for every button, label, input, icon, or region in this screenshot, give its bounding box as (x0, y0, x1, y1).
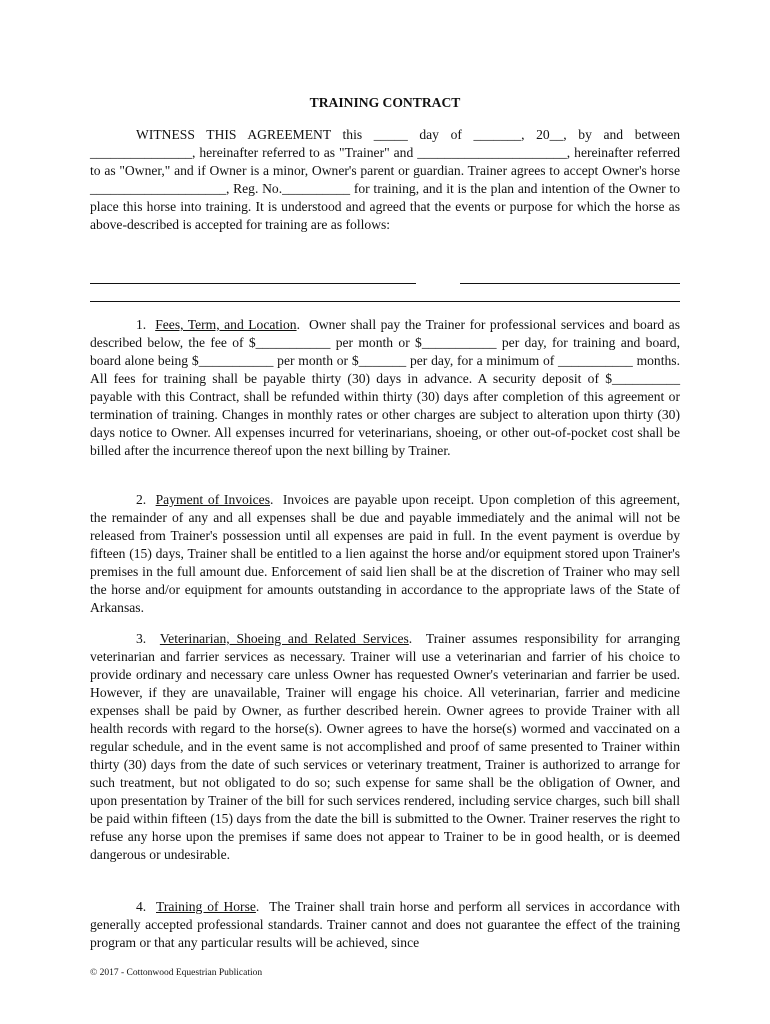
section-heading: Fees, Term, and Location (155, 317, 297, 332)
intro-paragraph: WITNESS THIS AGREEMENT this _____ day of _______, 20__, by and between _______________, hereinafter referred to as "Trainer" and ______________________, hereinafter referred to as "Owner," and if Owner is a minor, Owner's parent or guardian. Trainer agrees to accept Owner's horse ____________________, Reg. No.__________ for training, and it is the plan and intention of the Owner to place this horse into training. It is understood and agreed that the events or purpose for which the horse as above-described is accepted for training are as follows: (90, 127, 680, 232)
purpose-line-1a (90, 283, 416, 284)
section-paragraph: 3. Veterinarian, Shoeing and Related Services. Trainer assumes responsibility for arranging veterinarian and farrier services as necessary. Trainer will use a veterinarian and farrier of his choice to provide ordinary and necessary care unless Owner has requested Owner's veterinarian and farrier be used. However, if they are unavailable, Trainer will engage his choice. All veterinarian, farrier and medicine expenses shall be paid by Owner, as further described herein. Owner agrees to provide Trainer with all health records with regard to the horse(s). Owner agrees to have the horse(s) wormed and vaccinated on a regular schedule, and in the event same is not accomplished and proof of same presented to Trainer within thirty (30) days from the date of such services or veterinary treatment, Trainer is authorized to arrange for such treatment, but not obligated to do so; such expense for same shall be the obligation of Owner, and upon presentation by Trainer of the bill for such services rendered, including service charges, such bill shall be paid within fifteen (15) days from the date the bill is submitted to the Owner. Trainer reserves the right to refuse any horse upon the premises if same does not appear to Trainer to be in good health, or is deemed dangerous or undesirable. (90, 631, 680, 862)
section-1 (90, 316, 680, 460)
intro-paragraph-block (90, 126, 680, 234)
page-title: TRAINING CONTRACT (309, 95, 461, 110)
section-number: 1. (136, 317, 147, 332)
purpose-line-2 (90, 301, 680, 302)
section-number: 4. (136, 899, 147, 914)
section-body: The Trainer shall train horse and perform all services in accordance with generally accepted professional standards. Trainer cannot and does not guarantee the effect of the training program or that any particular results will be achieved, since (90, 899, 680, 950)
section-body: Invoices are payable upon receipt. Upon completion of this agreement, the remainder of any and all expenses shall be due and payable immediately and the animal will not be released from Trainer's possession until all expenses are paid in full. In the event payment is overdue by fifteen (15) days, Trainer shall be entitled to a lien against the horse and/or equipment stored upon Trainer's premises in the full amount due. Enforcement of said lien shall be at the discretion of Trainer who may sell the horse and/or equipment for amounts outstanding in accordance to the appropriate laws of the State of Arkansas. (90, 492, 681, 615)
section-body: Trainer assumes responsibility for arranging veterinarian and farrier services as necessary. Trainer will use a veterinarian and farrier of his choice to provide ordinary and necessary care unless Owner has requested Owner's veterinarian and farrier be used. However, if they are unavailable, Trainer will engage his choice. All veterinarian, farrier and medicine expenses shall be paid by Owner, as further described herein. Owner agrees to provide Trainer with all health records with regard to the horse(s). Owner agrees to have the horse(s) wormed and vaccinated on a regular schedule, and in the event same is not accomplished and proof of same presented to Trainer within thirty (30) days from the date of such services or veterinary treatment, Trainer is authorized to arrange for such treatment, but not obligated to do so; such expense for same shall be the obligation of Owner, and upon presentation by Trainer of the bill for such services rendered, including service charges, such bill shall be paid within fifteen (15) days from the date the bill is submitted to the Owner. Trainer reserves the right to refuse any horse upon the premises if same does not appear to Trainer to be in good health, or is deemed dangerous or undesirable. (90, 631, 680, 862)
section-heading: Training of Horse (156, 899, 256, 914)
copyright-footer: © 2017 - Cottonwood Equestrian Publication (90, 968, 263, 978)
section-heading: Payment of Invoices (155, 492, 270, 507)
section-3 (90, 630, 680, 864)
section-paragraph: 2. Payment of Invoices. Invoices are payable upon receipt. Upon completion of this agreement, the remainder of any and all expenses shall be due and payable immediately and the animal will not be released from Trainer's possession until all expenses are paid in full. In the event payment is overdue by fifteen (15) days, Trainer shall be entitled to a lien against the horse and/or equipment stored upon Trainer's premises in the full amount due. Enforcement of said lien shall be at the discretion of Trainer who may sell the horse and/or equipment for amounts outstanding in accordance to the appropriate laws of the State of Arkansas. (90, 492, 681, 615)
section-heading: Veterinarian, Shoeing and Related Services (159, 631, 409, 646)
section-4 (90, 898, 680, 952)
section-body: Owner shall pay the Trainer for professional services and board as described below, the fee of $___________ per month or $___________ per day, for training and board, board alone being $___________ per month or $_______ per day, for a minimum of ___________ months. All fees for training shall be payable thirty (30) days in advance. A security deposit of $__________ payable with this Contract, shall be refunded within thirty (30) days after completion of this agreement or termination of training. Changes in monthly rates or other charges are subject to alteration upon thirty (30) days notice to Owner. All expenses incurred for veterinarians, shoeing, or other out-of-pocket cost shall be billed after the incurrence thereof upon the next billing by Trainer. (90, 317, 680, 458)
section-number: 3. (136, 631, 147, 646)
section-paragraph: 4. Training of Horse. The Trainer shall train horse and perform all services in accordance with generally accepted professional standards. Trainer cannot and does not guarantee the effect of the training program or that any particular results will be achieved, since (90, 899, 680, 950)
section-paragraph: 1. Fees, Term, and Location. Owner shall pay the Trainer for professional services and board as described below, the fee of $___________ per month or $___________ per day, for training and board, board alone being $___________ per month or $_______ per day, for a minimum of ___________ months. All fees for training shall be payable thirty (30) days in advance. A security deposit of $__________ payable with this Contract, shall be refunded within thirty (30) days after completion of this agreement or termination of training. Changes in monthly rates or other charges are subject to alteration upon thirty (30) days notice to Owner. All expenses incurred for veterinarians, shoeing, or other out-of-pocket cost shall be billed after the incurrence thereof upon the next billing by Trainer. (90, 317, 680, 458)
purpose-line-1b (460, 283, 680, 284)
section-number: 2. (136, 492, 147, 507)
section-2 (90, 491, 680, 617)
